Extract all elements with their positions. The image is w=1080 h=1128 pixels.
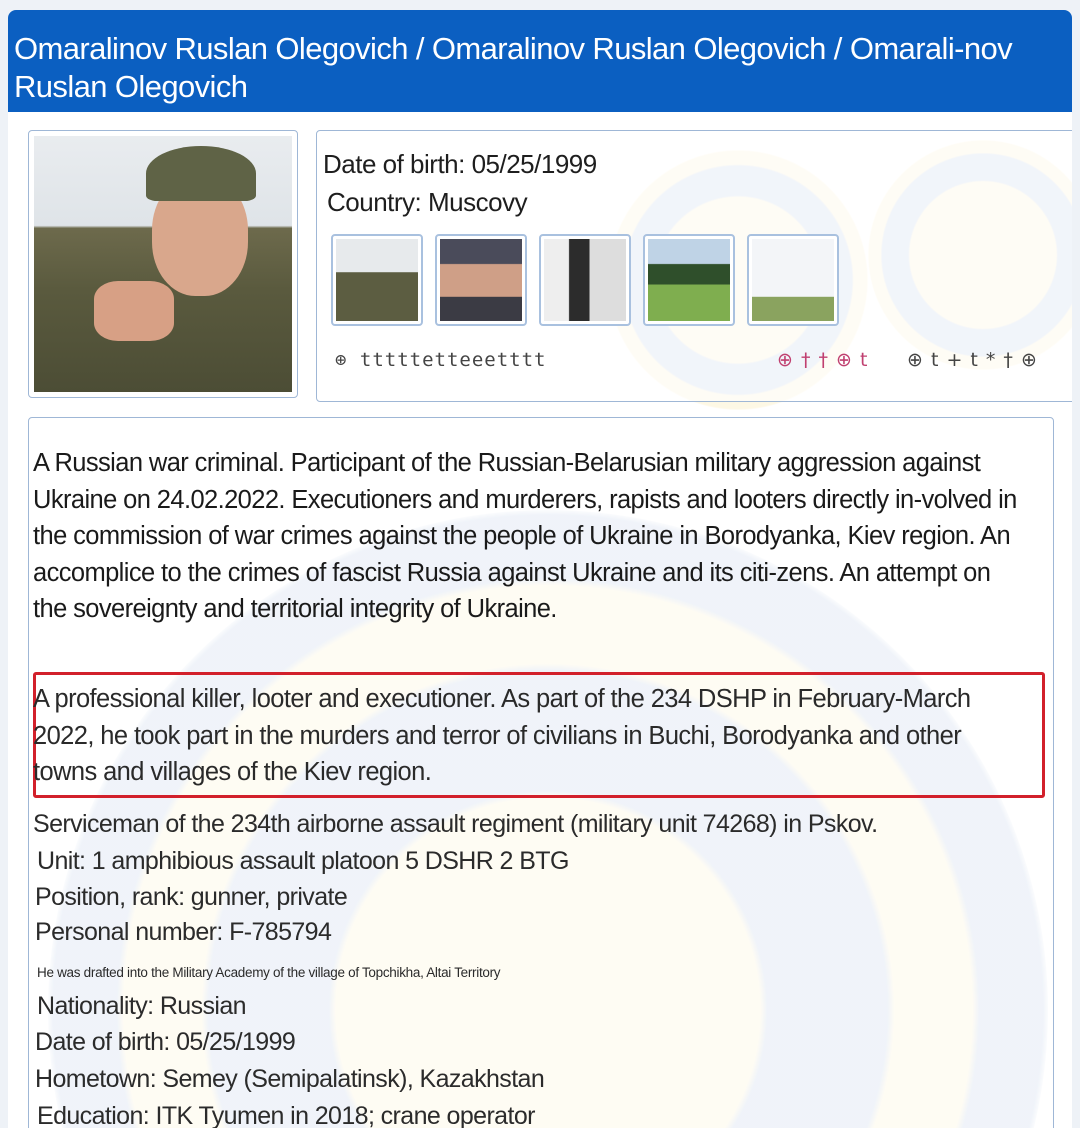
profile-page (8, 10, 1072, 1128)
thumbnail-gallery (331, 234, 839, 326)
thumbnail-5[interactable] (747, 234, 839, 326)
nationality-line: Nationality: Russian (37, 992, 246, 1020)
page-title: Omaralinov Ruslan Olegovich / Omaralinov Ruslan Olegovich / Omarali-nov Ruslan Olegovich (14, 31, 1013, 104)
description-paragraph: A Russian war criminal. Participant of the Russian-Belarusian military aggression against Ukraine on 24.02.2022. Executioners and murderers, rapists and looters directly in-volved in the commission of war crimes against the people of Ukraine in Borodyanka, Kiev region. An accomplice to the crimes of fascist Russia against Ukraine and its citi-zens. An attempt on the sovereignty and territorial integrity of Ukraine. (33, 449, 1017, 623)
thumbnail-3[interactable] (539, 234, 631, 326)
education-line: Education: ITK Tyumen in 2018; crane operator (37, 1102, 535, 1128)
icon-text-row: ⊕ tttttetteeetttt (335, 349, 547, 371)
position-line: Position, rank: gunner, private (35, 883, 348, 911)
thumbnail-4[interactable] (643, 234, 735, 326)
hometown-line: Hometown: Semey (Semipalatinsk), Kazakhstan (35, 1065, 545, 1093)
thumbnail-1[interactable] (331, 234, 423, 326)
highlighted-paragraph: A professional killer, looter and executioner. As part of the 234 DSHP in February-March 2022, he took part in the murders and terror of civilians in Buchi, Borodyanka and other towns and villages of the Kiev region. (33, 685, 971, 786)
birth-date-label: Date of birth: 05/25/1999 (323, 149, 597, 179)
info-panel (316, 130, 1072, 402)
page-header (8, 10, 1072, 112)
portrait-image (34, 136, 292, 392)
icon-text-row: ⊕ t + t * † ⊕ (907, 349, 1038, 371)
description-panel (28, 417, 1054, 1128)
icon-text-row: ⊕ † † ⊕ t (777, 349, 869, 371)
thumbnail-2[interactable] (435, 234, 527, 326)
personal-number-line: Personal number: F-785794 (35, 918, 332, 946)
main-photo[interactable] (28, 130, 298, 398)
drafted-note: He was drafted into the Military Academy of the village of Topchikha, Altai Territory (37, 965, 501, 980)
unit-line: Unit: 1 amphibious assault platoon 5 DSHR 2 BTG (37, 847, 569, 875)
service-line: Serviceman of the 234th airborne assault regiment (military unit 74268) in Pskov. (33, 810, 878, 838)
dob-line: Date of birth: 05/25/1999 (35, 1028, 296, 1056)
country-label: Country: Muscovy (327, 187, 528, 217)
